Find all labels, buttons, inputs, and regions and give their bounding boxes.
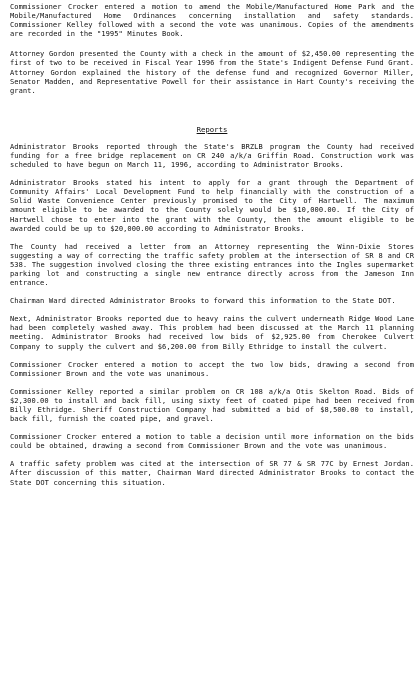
paragraph-otis-skelton-road: Commissioner Kelley reported a similar problem on CR 108 a/k/a Otis Skelton Road. Bids of $2,300.00 to install and back fill, using sixty feet of coated pipe had been received from Billy Ethridge. Sheriff Construction Company had submitted a bid of $8,500.00 to install, back fill, furnish the coated pipe, and gravel. xyxy=(10,386,414,424)
paragraph-winn-dixie-letter: The County had received a letter from an Attorney representing the Winn-Dixie Stores suggesting a way of correcting the traffic safety problem at the intersection of SR 8 and CR 538. The suggestion involved closing the three existing entrances into the Ingles supermarket parking lot and constructing a single new entrance directly across from the Jameson Inn entrance. xyxy=(10,241,414,288)
paragraph-amend-ordinances: Commissioner Crocker entered a motion to amend the Mobile/Manufactured Home Park and the Mobile/Manufactured Home Ordinances concerning installation and safety standards. Commissioner Kelley followed with a second the vote was unanimous. Copies of the amendments are recorded in the "1995" Minutes Book. xyxy=(10,2,414,39)
paragraph-traffic-safety-sr77: A traffic safety problem was cited at the intersection of SR 77 & SR 77C by Ernest Jordan. After discussion of this matter, Chairman Ward directed Administrator Brooks to contact the State DOT concerning this situation. xyxy=(10,459,414,487)
paragraph-bridge-replacement: Administrator Brooks reported through the State's BRZLB program the County had received funding for a free bridge replacement on CR 240 a/k/a Griffin Road. Construction work was scheduled to have begun on March 11, 1996, according to Administrator Brooks. xyxy=(10,141,414,170)
paragraph-forward-to-dot: Chairman Ward directed Administrator Brooks to forward this information to the State DOT. xyxy=(10,296,396,306)
paragraph-solid-waste-grant: Administrator Brooks stated his intent to apply for a grant through the Department of Community Affairs' Local Development Fund to help financially with the construction of a Solid Waste Convenience Center previously promised to the City of Hartwell. The maximum amount eligible to be awarded to the County solely would be $10,000.00. If the City of Hartwell chose to enter into the grant with the County, then the amount eligible to be awarded could be up to $20,000.00 according to Administrator Brooks. xyxy=(10,178,414,233)
paragraph-accept-low-bids: Commissioner Crocker entered a motion to accept the two low bids, drawing a second from Commissioner Brown and the vote was unanimous. xyxy=(10,359,414,378)
paragraph-ridge-wood-culvert: Next, Administrator Brooks reported due to heavy rains the culvert underneath Ridge Wood Lane had been completely washed away. This problem had been discussed at the March 11 planning meeting. Administrator Brooks had received low bids of $2,925.00 from Cherokee Culvert Company to supply the culvert and $6,200.00 from Billy Ethridge to install the culvert. xyxy=(10,314,414,351)
document-page xyxy=(10,2,414,496)
section-heading-reports: Reports xyxy=(196,124,228,134)
paragraph-table-decision: Commissioner Crocker entered a motion to table a decision until more information on the bids could be obtained, drawing a second from Commissioner Brown and the vote was unanimous. xyxy=(10,432,414,451)
paragraph-indigent-defense-grant: Attorney Gordon presented the County with a check in the amount of $2,450.00 representing the first of two to be received in Fiscal Year 1996 from the State's Indigent Defense Fund Grant. Attorney Gordon explained the history of the defense fund and recognized Governor Miller, Senator Madden, and Representative Powell for their assistance in Hart County's receiving the grant. xyxy=(10,49,415,95)
